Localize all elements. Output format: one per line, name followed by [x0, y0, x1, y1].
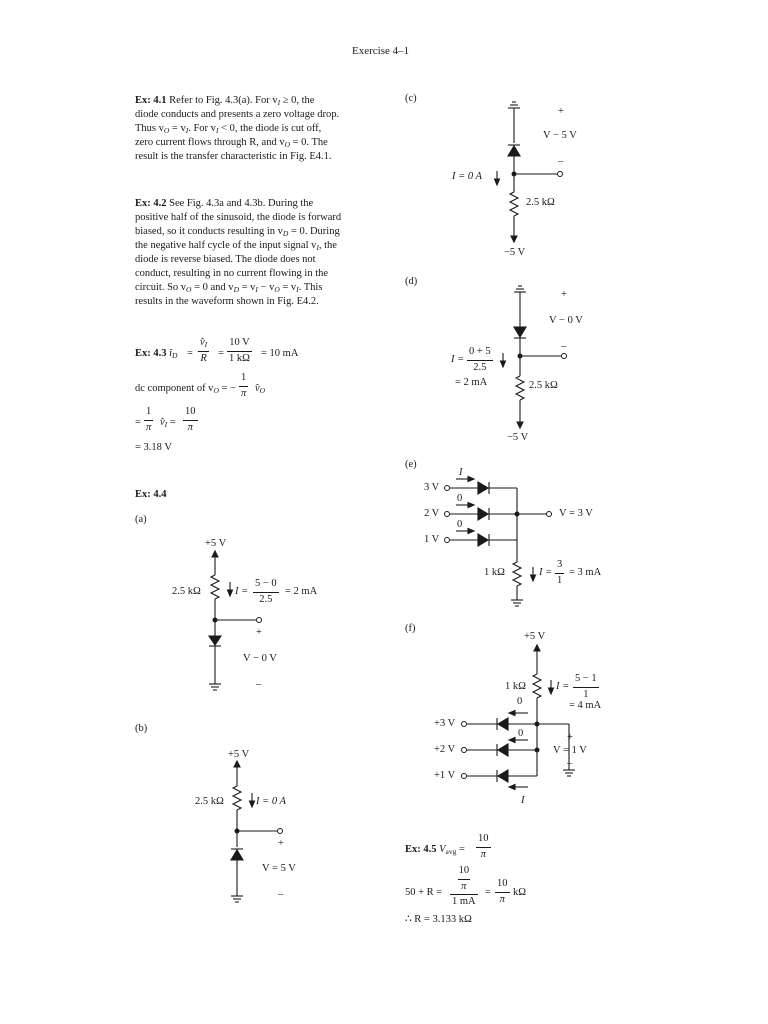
page: Exercise 4–1 Ex: 4.1 Refer to Fig. 4.3(a). For $v_I \ge 0$, the diode conducts and presents a zero voltage drop. Thus $v_O = v_I$. For $v_I < 0$, the diode is cut off, zero current flows through R, and $v_O = 0$. The result is the transfer characteristic in Fig. E4.1. Ex: 4.2 See Fig. 4.3a and 4.3b. During the positive half of the sinusoid, the diode is forward biased, so it conducts resulting in $v_D = 0$. During the negative half cycle of the input signal $v_I$, the diode is reverse biased. The diode does not conduct, resulting in no current flowing in the circuit. So $v_O = 0$ and $v_D = v_I - v_O = v_I$. This results in the waveform shown in Fig. E4.2. Ex: 4.3 $î_D$ = $\frac{v̂_I}{R}$ = $\frac{10 V}{1 k\Omega}$ = 10 mA dc component of $v_O$ = − $\frac{1}{\pi}$ $v̂_O$ = $\frac{1}{\pi}$ $v̂_I$ = $\frac{10}{\pi}$ = 3.18 V Ex: 4.4 (a) +5 V 2.5 kΩ I = $\frac{5 - 0}{2.5}$ = 2 mA + V − 0 V – (b) +5 V 2.5 kΩ I = 0 A + V = 5 V – (c) + V − 5 V – I = 0 A 2.5 kΩ −5 V (d) + V − 0 V – I = $\frac{0 + 5}{2.5}$ = 2 mA 2.5 kΩ −5 V (e) I 3 V 0 2 V 0 1 V V = 3 V 1 kΩ I = $\frac{3}{1}$ = 3 mA (f) +5 V 1 kΩ I = $\frac{5 - 1}{1}$ = 4 mA 0 +3 V 0 +2 V +1 V I + V = 1 V – Ex: 4.5 $V_{avg}$ = $\frac{10}{\pi}$ 50 + R = 10 π 1 mA = $\frac{10}{\pi}$ kΩ ∴ R = 3.133 kΩ: [0, 0, 768, 1024]
circuit-f: [462, 645, 576, 790]
ex-4-5-label: Ex: 4.5: [405, 844, 437, 855]
ex-4-4-label: Ex: 4.4: [135, 489, 167, 500]
ex-4-2-text: Ex: 4.2 See Fig. 4.3a and 4.3b. During the positive half of the sinusoid, the diode is forward biased, so it conducts resulting in $v_D = 0$. During the negative half cycle of the input signal $v_I$, the diode is reverse biased. The diode does not conduct, resulting in no current flowing in the circuit. So $v_O = 0$ and $v_D = v_I - v_O = v_I$. This results in the waveform shown in Fig. E4.2.: [135, 198, 342, 307]
ex-4-3-result: = 3.18 V: [135, 442, 172, 453]
ex-4-1-text: Ex: 4.1 Refer to Fig. 4.3(a). For $v_I \ge 0$, the diode conducts and presents a zero voltage drop. Thus $v_O = v_I$. For $v_I < 0$, the diode is cut off, zero current flows through R, and $v_O = 0$. The result is the transfer characteristic in Fig. E4.1.: [135, 95, 340, 162]
circuit-d: [501, 286, 567, 428]
circuit-a: [209, 551, 262, 690]
ex-4-2-label: Ex: 4.2: [135, 198, 167, 209]
page-title: Exercise 4–1: [352, 45, 410, 57]
ex-4-5-compound-fraction: 10 π 1 mA: [452, 865, 476, 907]
ex-4-5-result: ∴ R = 3.133 kΩ: [405, 914, 472, 925]
circuit-c: [495, 102, 563, 242]
ex-4-3-frac-1: $\frac{v̂_I}{R}$: [200, 337, 208, 364]
ex-4-3-frac-2: $\frac{10 V}{1 k\Omega}$: [229, 337, 250, 364]
ex-4-1-label: Ex: 4.1: [135, 95, 167, 106]
circuit-e: [445, 477, 552, 607]
ex-4-3-line1: Ex: 4.3 $î_D$: [135, 348, 178, 360]
circuit-b: [231, 761, 283, 902]
ex-4-3-dc: dc component of $v_O$ = −: [135, 383, 236, 395]
ex-4-5-line1: Ex: 4.5 $V_{avg}$ =: [405, 844, 465, 856]
ex-4-3-label: Ex: 4.3: [135, 348, 167, 359]
